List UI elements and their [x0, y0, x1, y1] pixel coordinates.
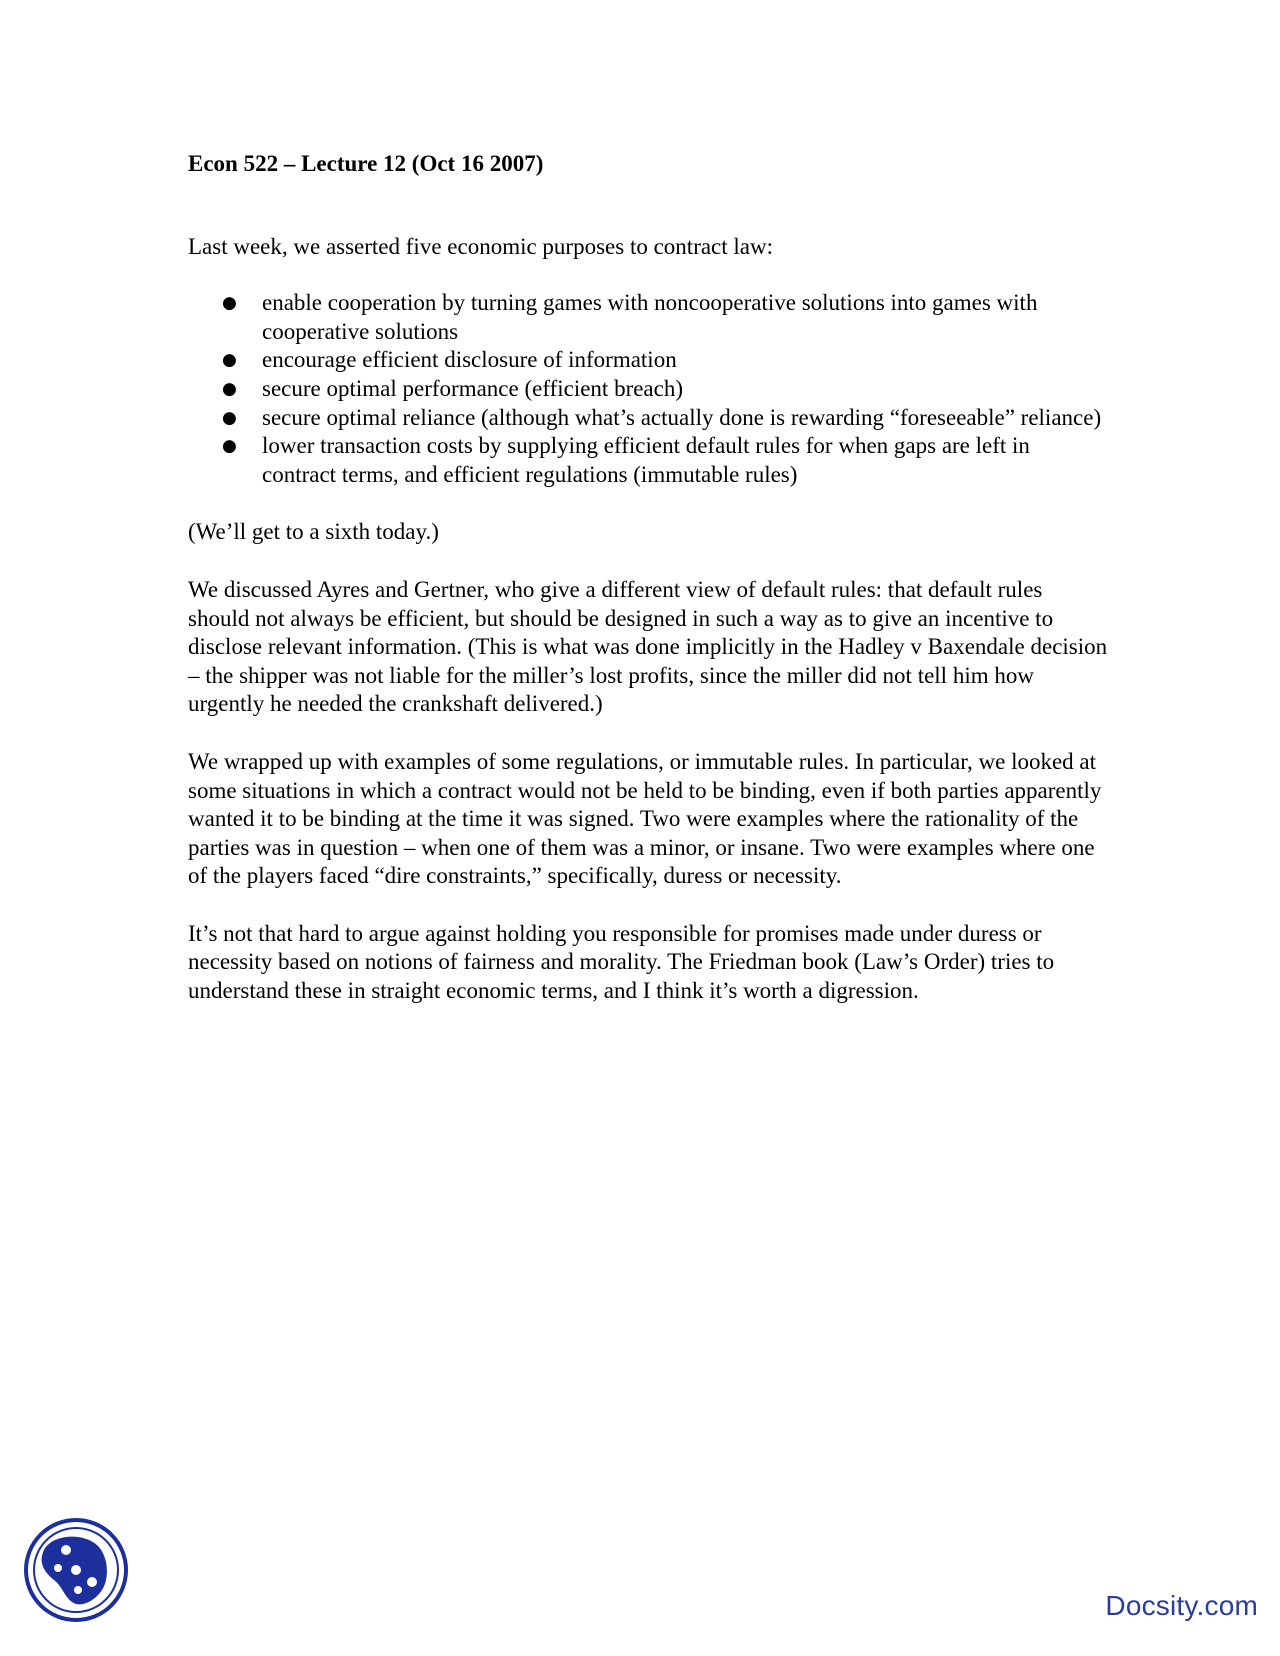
bullet-icon: ●	[222, 293, 237, 314]
page-title: Econ 522 – Lecture 12 (Oct 16 2007)	[188, 151, 544, 176]
document-body	[188, 150, 1108, 1035]
docsity-watermark-link[interactable]: Docsity.com	[1105, 1590, 1258, 1621]
list-item: ● encourage efficient disclosure of information	[188, 346, 1108, 375]
list-item: ● secure optimal performance (efficient breach)	[188, 375, 1108, 404]
bullet-icon: ●	[222, 436, 237, 457]
purposes-list	[188, 289, 1108, 489]
list-item: ● lower transaction costs by supplying efficient default rules for when gaps are left in contract terms, and efficient regulations (immutable rules)	[222, 433, 1030, 487]
docsity-logo-icon	[22, 1516, 130, 1624]
list-item: ● enable cooperation by turning games with noncooperative solutions into games with cooperative solutions	[222, 290, 1038, 344]
ayres-gertner-paragraph: We discussed Ayres and Gertner, who give a different view of default rules: that default rules should not always be efficient, but should be designed in such a way as to give an incentive to disclose relevant information. (This is what was done implicitly in the Hadley v Baxendale decision – the shipper was not liable for the miller’s lost profits, since the miller did not tell him how urgently he needed the crankshaft delivered.)	[188, 576, 1108, 717]
list-item: ● secure optimal reliance (although what’s actually done is rewarding “foreseeable” reliance)	[188, 404, 1108, 433]
immutable-rules-paragraph: We wrapped up with examples of some regulations, or immutable rules. In particular, we looked at some situations in which a contract would not be held to be binding, even if both parties apparently wanted it to be binding at the time it was signed. Two were examples where the rationality of the parties was in question – when one of them was a minor, or insane. Two were examples where one of the players faced “dire constraints,” specifically, duress or necessity.	[188, 748, 1102, 889]
duress-paragraph: It’s not that hard to argue against holding you responsible for promises made under duress or necessity based on notions of fairness and morality. The Friedman book (Law’s Order) tries to understand these in straight economic terms, and I think it’s worth a digression.	[188, 920, 1055, 1004]
bullet-icon: ●	[222, 407, 237, 428]
bullet-icon: ●	[222, 350, 237, 371]
bullet-icon: ●	[222, 378, 237, 399]
intro-paragraph: Last week, we asserted five economic purposes to contract law:	[188, 233, 774, 259]
sixth-note-paragraph: (We’ll get to a sixth today.)	[188, 519, 439, 545]
